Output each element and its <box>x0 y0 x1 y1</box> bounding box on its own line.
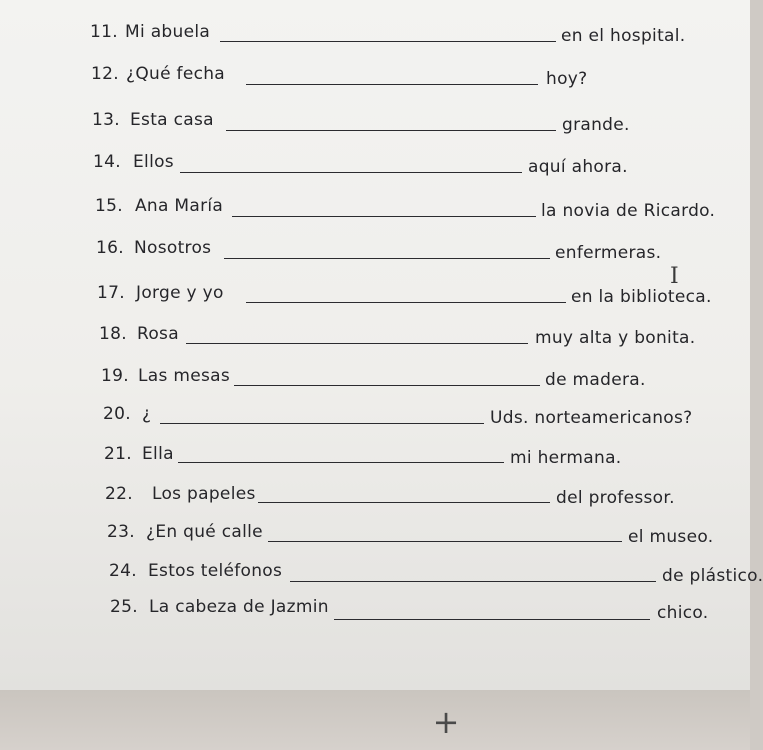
answer-blank[interactable] <box>186 343 528 344</box>
sentence-end: mi hermana. <box>510 448 622 468</box>
add-button[interactable]: + <box>432 703 460 741</box>
text-cursor-icon: I <box>670 264 679 289</box>
item-number: 12. <box>91 64 119 84</box>
sentence-start: Esta casa <box>130 110 214 130</box>
sentence-start: Rosa <box>137 324 179 344</box>
item-number: 21. <box>104 444 132 464</box>
sentence-end: hoy? <box>546 69 588 89</box>
answer-blank[interactable] <box>246 302 566 303</box>
exercise-row-18 <box>0 324 750 354</box>
exercise-row-17 <box>0 283 750 313</box>
answer-blank[interactable] <box>246 84 538 85</box>
item-number: 16. <box>96 238 124 258</box>
answer-blank[interactable] <box>178 462 504 463</box>
item-number: 11. <box>90 22 118 42</box>
sentence-end: del professor. <box>556 488 675 508</box>
answer-blank[interactable] <box>220 41 556 42</box>
item-number: 17. <box>97 283 125 303</box>
exercise-row-16 <box>0 238 750 268</box>
exercise-row-22 <box>0 484 750 514</box>
item-number: 25. <box>110 597 138 617</box>
sentence-end: enfermeras. <box>555 243 662 263</box>
sentence-start: Estos teléfonos <box>148 561 283 581</box>
answer-blank[interactable] <box>226 130 556 131</box>
sentence-end: Uds. norteamericanos? <box>490 408 693 428</box>
sentence-end: el museo. <box>628 527 714 547</box>
item-number: 19. <box>101 366 129 386</box>
exercise-row-13 <box>0 110 750 140</box>
sentence-start: Mi abuela <box>125 22 211 42</box>
sentence-end: chico. <box>657 603 709 623</box>
item-number: 18. <box>99 324 127 344</box>
sentence-end: en la biblioteca. <box>571 287 712 307</box>
exercise-row-12 <box>0 64 750 94</box>
answer-blank[interactable] <box>224 258 550 259</box>
exercise-row-15 <box>0 196 750 226</box>
sentence-start: Las mesas <box>138 366 230 386</box>
sentence-end: en el hospital. <box>561 26 686 46</box>
sentence-start: Ella <box>142 444 174 464</box>
bottom-toolbar <box>0 690 750 750</box>
answer-blank[interactable] <box>334 619 650 620</box>
sentence-start: ¿ <box>142 404 152 424</box>
answer-blank[interactable] <box>268 541 622 542</box>
exercise-row-19 <box>0 366 750 396</box>
sentence-end: de madera. <box>545 370 646 390</box>
sentence-start: Nosotros <box>134 238 212 258</box>
sentence-start: La cabeza de Jazmin <box>149 597 329 617</box>
item-number: 15. <box>95 196 123 216</box>
sentence-end: de plástico. <box>662 566 763 586</box>
item-number: 14. <box>93 152 121 172</box>
sentence-start: Ana María <box>135 196 224 216</box>
answer-blank[interactable] <box>258 502 550 503</box>
item-number: 22. <box>105 484 133 504</box>
sentence-end: muy alta y bonita. <box>535 328 696 348</box>
answer-blank[interactable] <box>160 423 484 424</box>
sentence-end: aquí ahora. <box>528 157 628 177</box>
exercise-row-21 <box>0 444 750 474</box>
answer-blank[interactable] <box>180 172 522 173</box>
item-number: 24. <box>109 561 137 581</box>
item-number: 20. <box>103 404 131 424</box>
sentence-end: la novia de Ricardo. <box>541 201 716 221</box>
exercise-row-25 <box>0 597 750 627</box>
answer-blank[interactable] <box>290 581 656 582</box>
exercise-row-24 <box>0 561 763 591</box>
exercise-row-14 <box>0 152 750 182</box>
exercise-row-23 <box>0 522 750 552</box>
item-number: 13. <box>92 110 120 130</box>
answer-blank[interactable] <box>232 216 536 217</box>
sentence-start: Ellos <box>133 152 174 172</box>
answer-blank[interactable] <box>234 385 540 386</box>
sentence-start: ¿En qué calle <box>146 522 263 542</box>
sentence-start: Jorge y yo <box>136 283 224 303</box>
sentence-start: ¿Qué fecha <box>126 64 226 84</box>
exercise-row-11 <box>0 22 750 52</box>
item-number: 23. <box>107 522 135 542</box>
exercise-row-20 <box>0 404 750 434</box>
sentence-end: grande. <box>562 115 630 135</box>
sentence-start: Los papeles <box>152 484 256 504</box>
